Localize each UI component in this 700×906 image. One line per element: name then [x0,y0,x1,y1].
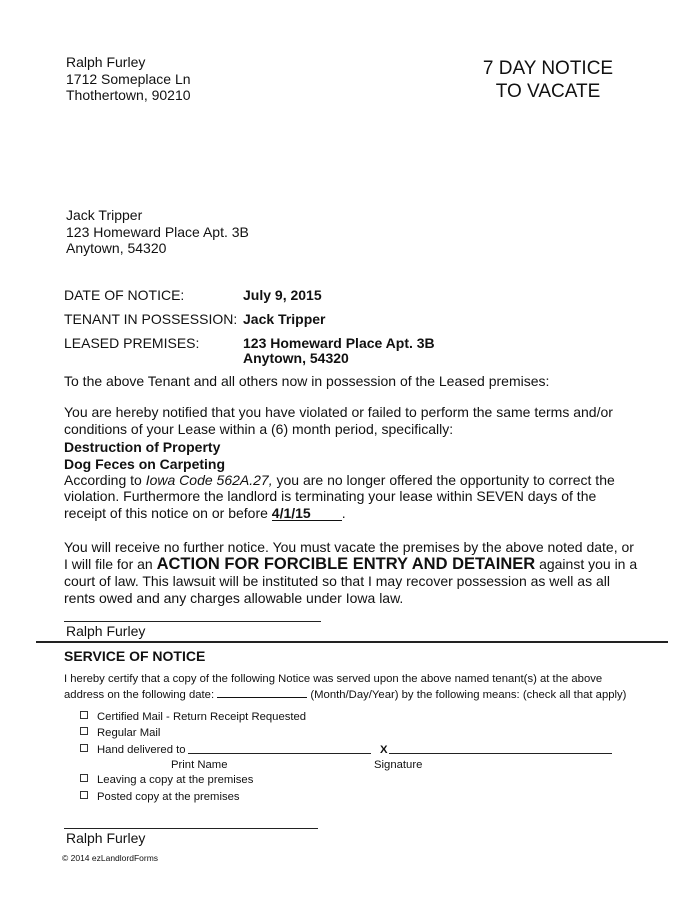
option-regular-mail[interactable] [80,726,160,740]
server-signature-name: Ralph Furley [66,830,146,846]
tenant-city: Anytown, 54320 [66,240,167,256]
text: (Month/Day/Year) by the following means: (check all that apply) [307,689,627,701]
tenant-name: Jack Tripper [66,207,143,223]
text: receipt of this notice on or before [64,505,272,521]
print-name-line[interactable] [188,753,371,754]
x-mark: X [380,744,388,756]
paragraph2-line: rents owed and any charges allowable under Iowa law. [64,590,404,606]
intro-text: To the above Tenant and all others now in possession of the Leased premises: [64,373,550,389]
document-title-line2: TO VACATE [495,81,601,102]
checkbox[interactable] [80,744,88,752]
option-label: Posted copy at the premises [97,791,240,803]
service-date-field[interactable] [217,686,307,698]
option-label: Regular Mail [97,727,161,739]
option-posted-copy[interactable] [80,790,240,804]
deadline-date: 4/1/15 [272,506,342,521]
premises-line2: Anytown, 54320 [243,350,349,366]
paragraph1-line [64,505,346,522]
tenant-label: TENANT IN POSSESSION: [64,311,238,327]
date-value: July 9, 2015 [243,287,322,303]
landlord-city: Thothertown, 90210 [66,87,191,103]
option-certified-mail[interactable] [80,710,306,724]
document-title-line1: 7 DAY NOTICE [482,58,614,79]
option-leaving-copy[interactable] [80,773,253,787]
violation-1: Destruction of Property [64,439,221,455]
paragraph1-line: violation. Furthermore the landlord is terminating your lease within SEVEN days of the [64,488,597,504]
paragraph1-line: conditions of your Lease within a (6) month period, specifically: [64,421,454,437]
paragraph1-line [64,472,615,489]
signature-line [64,621,321,622]
text: I will file for an [64,556,157,572]
violation-2: Dog Feces on Carpeting [64,456,226,472]
signature-field-line[interactable] [389,753,612,754]
action-text: ACTION FOR FORCIBLE ENTRY AND DETAINER [156,555,536,573]
print-name-label: Print Name [171,759,228,771]
code-reference: Iowa Code 562A.27, [145,472,273,488]
checkbox[interactable] [80,711,88,719]
paragraph2-line: court of law. This lawsuit will be instituted so that I may recover possession as well as all [64,573,610,589]
landlord-name: Ralph Furley [66,54,146,70]
checkbox[interactable] [80,727,88,735]
option-label: Certified Mail - Return Receipt Requested [97,711,307,723]
checkbox[interactable] [80,791,88,799]
copyright: © 2014 ezLandlordForms [62,853,159,863]
tenant-street: 123 Homeward Place Apt. 3B [66,224,249,240]
landlord-street: 1712 Someplace Ln [66,71,191,87]
text: address on the following date: [64,689,218,701]
certify-text: I hereby certify that a copy of the following Notice was served upon the above named tenant(s) at the above [64,673,603,685]
signature-label: Signature [374,759,423,771]
option-hand-delivered[interactable] [80,743,186,757]
date-label: DATE OF NOTICE: [64,287,185,303]
section-divider [36,641,668,643]
paragraph1-line: You are hereby notified that you have violated or failed to perform the same terms and/or [64,404,613,420]
checkbox[interactable] [80,774,88,782]
text: you are no longer offered the opportunity to correct the [272,472,615,488]
paragraph2-line [64,556,637,573]
certify-text [64,686,626,702]
text: against you in a [535,556,638,572]
signature-line [64,828,318,829]
option-label: Leaving a copy at the premises [97,774,254,786]
option-label: Hand delivered to [97,744,186,756]
premises-line1: 123 Homeward Place Apt. 3B [243,335,435,351]
text: . [341,505,346,521]
premises-label: LEASED PREMISES: [64,335,200,351]
landlord-signature-name: Ralph Furley [66,623,146,639]
text: According to [64,472,146,488]
service-heading: SERVICE OF NOTICE [64,648,206,664]
paragraph2-line: You will receive no further notice. You must vacate the premises by the above noted date, or [64,539,634,555]
tenant-value: Jack Tripper [243,311,326,327]
